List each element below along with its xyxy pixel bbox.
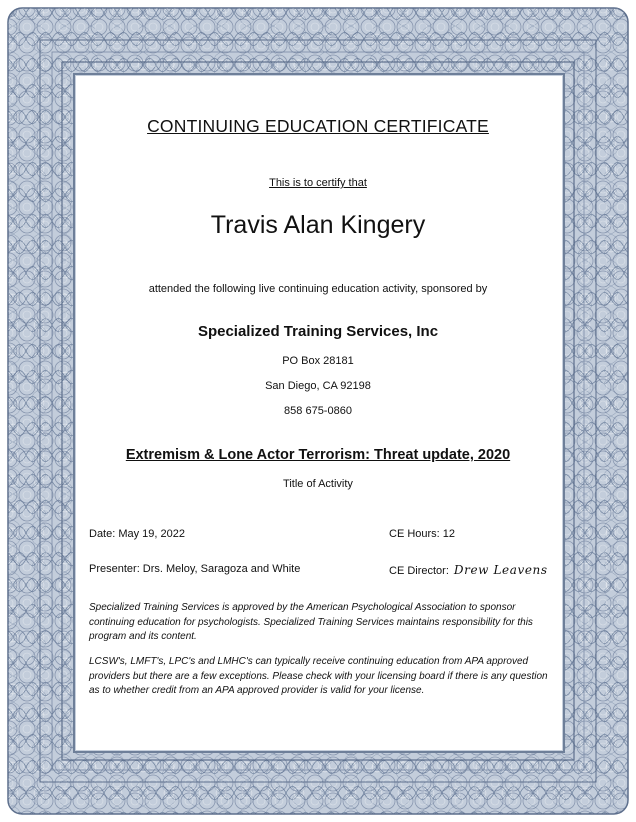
activity-caption: Title of Activity: [283, 478, 353, 490]
sponsor-phone: 858 675-0860: [284, 405, 352, 417]
activity-title: Extremism & Lone Actor Terrorism: Threat update, 2020: [125, 447, 511, 463]
sponsor-name: Specialized Training Services, Inc: [197, 323, 439, 340]
ce-director-line: [389, 563, 548, 577]
presenter-line: Presenter: Drs. Meloy, Saragoza and White: [89, 563, 301, 575]
ce-hours-line: CE Hours: 12: [389, 528, 456, 540]
sponsor-address-2: San Diego, CA 92198: [265, 380, 371, 392]
sponsor-address-1: PO Box 28181: [282, 355, 354, 367]
certify-line: This is to certify that: [269, 177, 367, 189]
director-signature: Drew Leavens: [453, 563, 548, 577]
certificate-title: CONTINUING EDUCATION CERTIFICATE: [147, 116, 489, 136]
apa-approval-paragraph: Specialized Training Services is approved by the American Psychological Association to sponsor continuing education for psychologists. Specialized Training Services maintains responsibility for this program and its content.: [89, 602, 533, 642]
attended-line: attended the following live continuing education activity, sponsored by: [148, 283, 488, 295]
recipient-name: Travis Alan Kingery: [210, 211, 426, 239]
licensing-note-paragraph: LCSW's, LMFT's, LPC's and LMHC's can typically receive continuing education from APA approved providers but there are a few exceptions. Please check with your licensing board if there is any question as to whether credit from an APA approved provider is valid for your license.: [89, 656, 548, 696]
ce-director-label: CE Director:: [389, 565, 449, 577]
date-line: Date: May 19, 2022: [89, 528, 186, 540]
